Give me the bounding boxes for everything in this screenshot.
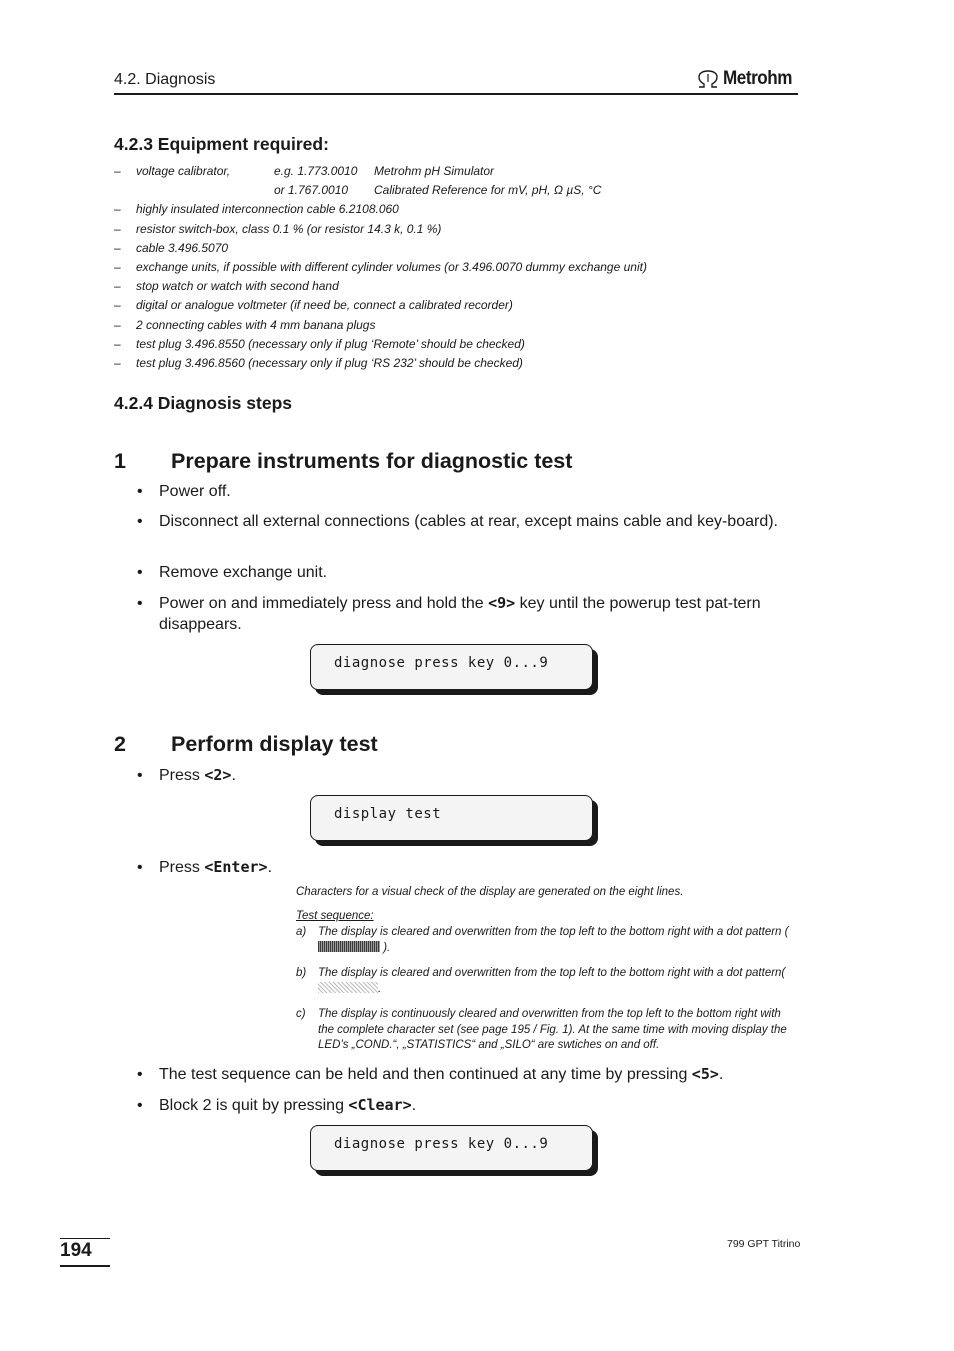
step1-number: 1 bbox=[114, 449, 126, 473]
sequence-item-b: b) The display is cleared and overwritten from the top left to the bottom right with a dot pattern(. bbox=[296, 967, 786, 995]
lcd-text: diagnose press key 0...9 bbox=[334, 1136, 549, 1152]
list-item: – voltage calibrator, e.g. 1.773.0010 Metrohm pH Simulator bbox=[114, 164, 495, 178]
equipment-list bbox=[114, 164, 814, 375]
lcd-display bbox=[310, 795, 593, 841]
test-sequence-title: Test sequence: bbox=[296, 910, 374, 922]
lcd-text: diagnose press key 0...9 bbox=[334, 655, 549, 671]
key-enter: <Enter> bbox=[204, 858, 268, 876]
list-item: – 2 connecting cables with 4 mm banana plugs bbox=[114, 317, 376, 332]
page-number-rule bbox=[60, 1265, 110, 1267]
bullet-item: • Power off. bbox=[137, 483, 231, 500]
list-item: or 1.767.0010 Calibrated Reference for mV, pH, Ω µS, °C bbox=[274, 183, 602, 198]
list-item: – test plug 3.496.8550 (necessary only if plug ‘Remote’ should be checked) bbox=[114, 336, 525, 351]
key-5: <5> bbox=[691, 1065, 719, 1083]
display-test-description: Characters for a visual check of the display are generated on the eight lines. bbox=[296, 886, 684, 898]
list-item: – resistor switch-box, class 0.1 % (or resistor 14.3 k, 0.1 %) bbox=[114, 221, 442, 236]
sequence-item-c: c) The display is continuously cleared and overwritten from the top left to the bottom right with the complete character set (see page 195 / Fig. 1). At the same time with moving display the LED’s „COND.“, „STATISTICS“ and „SILO“ are swtiches on and off. bbox=[296, 1008, 787, 1051]
bullet-item: • Remove exchange unit. bbox=[137, 564, 328, 581]
lcd-display bbox=[310, 644, 593, 690]
diagnosis-steps-heading: 4.2.4 Diagnosis steps bbox=[114, 393, 292, 413]
bullet-item: • Power on and immediately press and hold the <9> key until the powerup test pat-tern disappears. bbox=[137, 594, 761, 633]
step2-title: Perform display test bbox=[171, 732, 378, 756]
bullet-item: • Press <Enter>. bbox=[137, 858, 273, 876]
page-number-rule-top bbox=[60, 1238, 110, 1239]
running-header-section: 4.2. Diagnosis bbox=[114, 71, 216, 88]
bullet-item: • Disconnect all external connections (cables at rear, except mains cable and key-board). bbox=[137, 513, 778, 530]
lcd-display bbox=[310, 1125, 593, 1171]
footer-product-name: 799 GPT Titrino bbox=[727, 1238, 801, 1250]
bullet-item: • Press <2>. bbox=[137, 766, 236, 784]
key-2: <2> bbox=[204, 766, 232, 784]
step1-heading bbox=[114, 449, 572, 474]
key-9: <9> bbox=[488, 594, 516, 612]
equipment-heading: 4.2.3 Equipment required: bbox=[114, 134, 329, 154]
list-item: – stop watch or watch with second hand bbox=[114, 279, 339, 294]
brand-logo bbox=[697, 68, 800, 90]
sequence-item-a: a) The display is cleared and overwritten from the top left to the bottom right with a dot pattern ( ). bbox=[296, 926, 789, 954]
bullet-item: • The test sequence can be held and then continued at any time by pressing <5>. bbox=[137, 1065, 724, 1083]
step2-number: 2 bbox=[114, 732, 126, 756]
key-clear: <Clear> bbox=[348, 1096, 412, 1114]
step2-heading bbox=[114, 732, 378, 757]
page-number: 194 bbox=[60, 1240, 92, 1261]
dark-dot-pattern-icon bbox=[318, 941, 380, 952]
list-item: – exchange units, if possible with different cylinder volumes (or 3.496.0070 dummy exchange unit) bbox=[114, 259, 647, 274]
bullet-item: • Block 2 is quit by pressing <Clear>. bbox=[137, 1096, 417, 1114]
brand-name: Metrohm bbox=[723, 68, 793, 89]
light-dot-pattern-icon bbox=[318, 982, 378, 993]
omega-logo-icon bbox=[697, 70, 719, 88]
list-item: – digital or analogue voltmeter (if need be, connect a calibrated recorder) bbox=[114, 298, 513, 313]
list-item: – highly insulated interconnection cable 6.2108.060 bbox=[114, 202, 399, 217]
header-rule bbox=[114, 93, 798, 95]
lcd-text: display test bbox=[334, 806, 442, 822]
step1-title: Prepare instruments for diagnostic test bbox=[171, 449, 573, 473]
list-item: – cable 3.496.5070 bbox=[114, 240, 229, 255]
list-item: – test plug 3.496.8560 (necessary only if plug ‘RS 232’ should be checked) bbox=[114, 355, 523, 370]
